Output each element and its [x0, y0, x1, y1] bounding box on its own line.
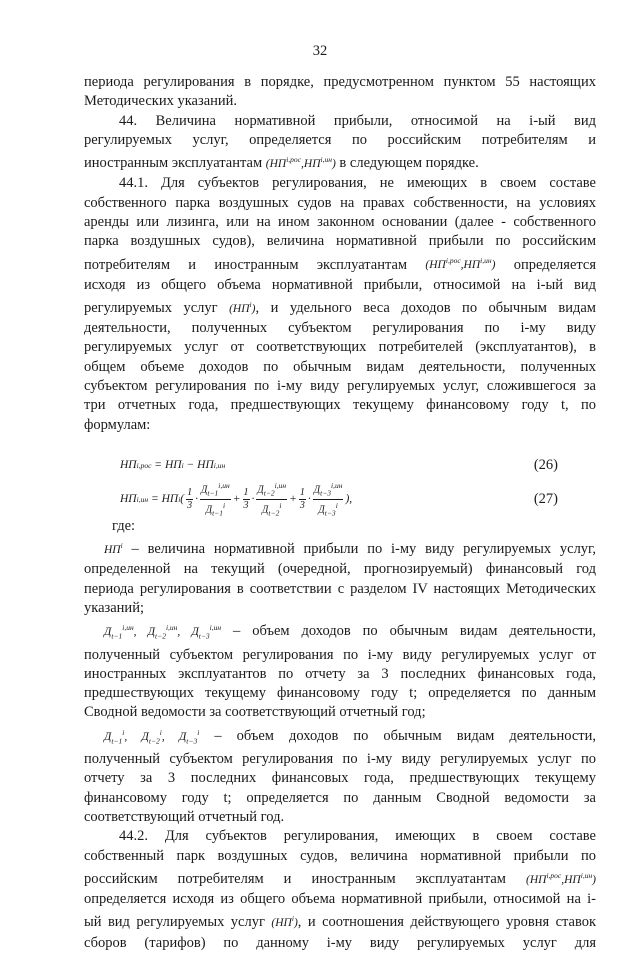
text-line: периода регулирования в порядке, предусмотренном пунктом 55 настоящих [84, 74, 596, 90]
text-line: регулируемых услуг от соответствующих потребителей (эксплуатантов), в [84, 339, 596, 356]
text-fragment: регулируемых услуг [84, 299, 218, 316]
formula-number: (26) [533, 457, 558, 474]
text-line: где: [112, 517, 136, 534]
text-fragment: – величина нормативной прибыли по i-му виду регулируемых услуг, [131, 540, 596, 557]
text-line [84, 723, 596, 750]
text-line: деятельности, полученных субъектом регулирования по i-му виду [84, 320, 596, 337]
text-line: 44. Величина нормативной прибыли, относимой на i-ый вид [119, 112, 596, 129]
inline-formula: $(НП^i)$ [229, 299, 256, 315]
text-line [84, 295, 596, 319]
text-fragment: определяется [513, 256, 596, 273]
text-fragment: иностранным эксплуатантам [84, 155, 263, 172]
text-line: три отчетных года, предшествующих текущему финансовому году t, по [84, 397, 596, 414]
formula-26: НП i,рос = НП i − НП i,ин (26) [84, 449, 596, 483]
body-text [84, 73, 596, 953]
text-fragment: ый вид регулируемых услуг [84, 914, 265, 931]
text-line: указаний; [84, 599, 144, 616]
inline-formula: $Д_{t-1}^{i,ин}$, $Д_{t-2}^{i,ин}$, $Д_{t-3}^{i,ин}$ [104, 623, 222, 641]
text-line: парка воздушных судов), величина нормативной прибыли по российским [84, 233, 596, 250]
text-fragment: потребителям и иностранным эксплуатантам [84, 256, 408, 273]
text-line: аренды или лизинга, или на ином законном основании (далее - собственного [84, 213, 596, 230]
inline-formula: $(НП^{i,рос},НП^{i,ин})$ [525, 870, 597, 886]
text-line: финансовому году t; определяется по данным Сводной ведомости за [84, 789, 596, 806]
text-line: соответствующий отчетный год. [84, 809, 285, 826]
text-line: общем объеме доходов по обычным видам деятельности, полученных [84, 358, 596, 375]
text-line: формулам: [84, 416, 151, 433]
text-line: субъектом регулирования по i-му виду регулируемых услуг, сложившегося за [84, 377, 596, 394]
text-fragment: – объем доходов по обычным видам деятельности, [233, 622, 597, 639]
text-line: периода регулирования в соответствии с разделом IV настоящих Методических [84, 580, 596, 597]
text-line: полученный субъектом регулирования по i-му виду регулируемых услуг по [84, 751, 596, 768]
text-line: собственного парка воздушных судов на правах собственности, на условиях [84, 194, 596, 211]
text-line [84, 866, 596, 890]
inline-formula: $Д_{t-1}^i$, $Д_{t-2}^i$, $Д_{t-3}^i$ [104, 727, 200, 745]
formula-27: НП i,ин = НП i ( $\frac{1}{3}$ · $\frac{Д_{t-1}^{i,ин}}{Д_{t-1}^i}$ + $\frac{1}{3}$ · $\frac{Д_{t-2}^{i,ин}}{Д_{t-2}^i}$ + $\frac{1}{3}$ · $\frac{Д_{t-3}^{i,ин}}{Д_{t-3}^i}$ ), (27) [120, 481, 558, 518]
text-line: 44.2. Для субъектов регулирования, имеющих в своем составе [119, 828, 596, 845]
text-fragment: российским потребителям и иностранным эксплуатантам [84, 870, 506, 887]
text-line: Сводной ведомости за соответствующий отчетный год; [84, 704, 426, 721]
text-fragment: в следующем порядке. [339, 155, 479, 172]
text-line: полученный субъектом регулирования по i-му виду регулируемых услуг от [84, 646, 596, 663]
text-line: исходя из общего объема нормативной прибыли, относимой на i-ый вид [84, 276, 596, 293]
text-line [84, 909, 596, 933]
text-line [84, 618, 596, 645]
text-line: определяется исходя из общего объема нормативной прибыли, относимой на i- [84, 891, 596, 908]
inline-formula: $НП^i$ [104, 541, 123, 556]
inline-formula: $(НП^{i,рос},НП^{i,ин})$ [425, 256, 496, 272]
text-fragment: , и удельного веса доходов по обычным видам [255, 299, 596, 316]
text-line: отчету за 3 последних финансовых года, предшествующих текущему [84, 770, 596, 787]
text-line: иностранных эксплуатантов по отчету за 3 последних финансовых года, [84, 665, 596, 682]
text-line: предшествующих текущему финансовому году t; определяется по данным [84, 685, 596, 702]
text-line: регулируемых услуг, определяется по российским потребителям и [84, 131, 596, 148]
text-line [84, 252, 596, 276]
text-line: Методических указаний. [84, 93, 238, 110]
page-number: 32 [312, 43, 328, 59]
text-line: собственный парк воздушных судов, величина нормативной прибыли по [84, 847, 596, 864]
text-line [84, 150, 596, 174]
text-fragment: – объем доходов по обычным видам деятельности, [214, 727, 596, 744]
text-line: определенной на текущий (очередной, прогнозируемый) финансовый год [84, 561, 596, 578]
text-line: 44.1. Для субъектов регулирования, не имеющих в своем составе [119, 175, 596, 192]
text-line [84, 536, 596, 560]
inline-formula: $(НП^i)$ [271, 914, 298, 930]
text-fragment: , и соотношения действующего уровня ставок [297, 914, 596, 931]
text-line: сборов (тарифов) по данному i-му виду регулируемых услуг для [84, 934, 596, 951]
inline-formula: $(НП^{i,рос},НП^{i,ин})$ [265, 155, 336, 171]
formula-number: (27) [533, 491, 558, 508]
